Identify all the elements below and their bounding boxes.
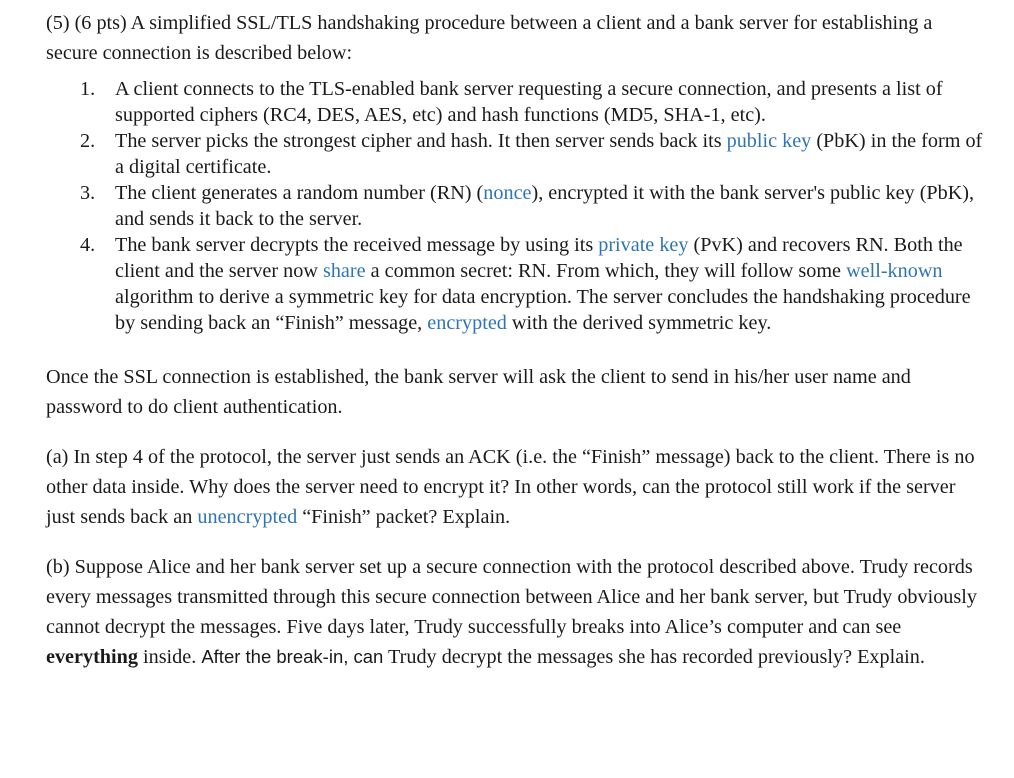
text-run: (b) Suppose Alice and her bank server set up a secure connection with the protocol described above. Trudy records every messages transmitted through this secure connection between Alice and her bank server, but Trudy obviously cannot decrypt the messages. Five days later, Trudy successfully breaks into Alice’s computer and can see: [46, 556, 977, 638]
hyperlink-text[interactable]: nonce: [483, 182, 532, 204]
text-run: A client connects to the TLS-enabled bank server requesting a secure connection, and presents a list of supported ciphers (RC4, DES, AES, etc) and hash functions (MD5, SHA-1, etc).: [115, 78, 943, 126]
step-number: 2.: [80, 130, 96, 152]
text-run: ), encrypted it with the bank server's public key (PbK), and sends it back to the server.: [115, 182, 975, 230]
text-run: After the break-in, can: [201, 646, 384, 667]
hyperlink-text[interactable]: encrypted: [427, 312, 507, 334]
text-run: (a) In step 4 of the protocol, the server just sends an ACK (i.e. the “Finish” message) back to the client. There is no other data inside. Why does the server need to encrypt it? In other words, can the protocol still work if the server just sends back an: [46, 446, 975, 528]
text-run: algorithm to derive a symmetric key for data encryption. The server concludes the handshaking procedure by sending back an “Finish” message,: [115, 286, 971, 334]
hyperlink-text[interactable]: well-known: [846, 260, 943, 282]
hyperlink-text[interactable]: unencrypted: [197, 506, 298, 528]
text-run: The bank server decrypts the received message by using its: [115, 234, 599, 256]
step-number: 4.: [80, 234, 96, 256]
document: [46, 8, 986, 672]
step-item: [46, 76, 986, 128]
text-run: inside.: [137, 646, 202, 668]
problem-intro: (5) (6 pts) A simplified SSL/TLS handshaking procedure between a client and a bank server for establishing a secure connection is described below:: [46, 12, 933, 64]
hyperlink-text[interactable]: public key: [726, 130, 812, 152]
step-item: [46, 232, 986, 336]
text-run: a common secret: RN. From which, they will follow some: [365, 260, 847, 282]
hyperlink-text[interactable]: private key: [598, 234, 689, 256]
text-run: The client generates a random number (RN) (: [115, 182, 484, 204]
hyperlink-text[interactable]: share: [322, 260, 366, 282]
text-run: with the derived symmetric key.: [506, 312, 772, 334]
text-run: (PvK) and recovers RN. Both the client and the server now: [115, 234, 963, 282]
step-item: [46, 128, 986, 180]
question-b: [46, 552, 986, 672]
emphasized-text: everything: [46, 646, 138, 668]
step-number: 3.: [80, 182, 96, 204]
text-run: “Finish” packet? Explain.: [297, 506, 511, 528]
question-a: [46, 442, 986, 532]
text-run: Trudy decrypt the messages she has recorded previously? Explain.: [383, 646, 925, 668]
handshake-steps: [46, 76, 986, 336]
text-run: (PbK) in the form of a digital certificate.: [115, 130, 983, 178]
step-item: [46, 180, 986, 232]
step-number: 1.: [80, 78, 96, 100]
text-run: The server picks the strongest cipher and hash. It then server sends back its: [115, 130, 727, 152]
after-connection-text: Once the SSL connection is established, the bank server will ask the client to send in his/her user name and password to do client authentication.: [46, 366, 911, 418]
